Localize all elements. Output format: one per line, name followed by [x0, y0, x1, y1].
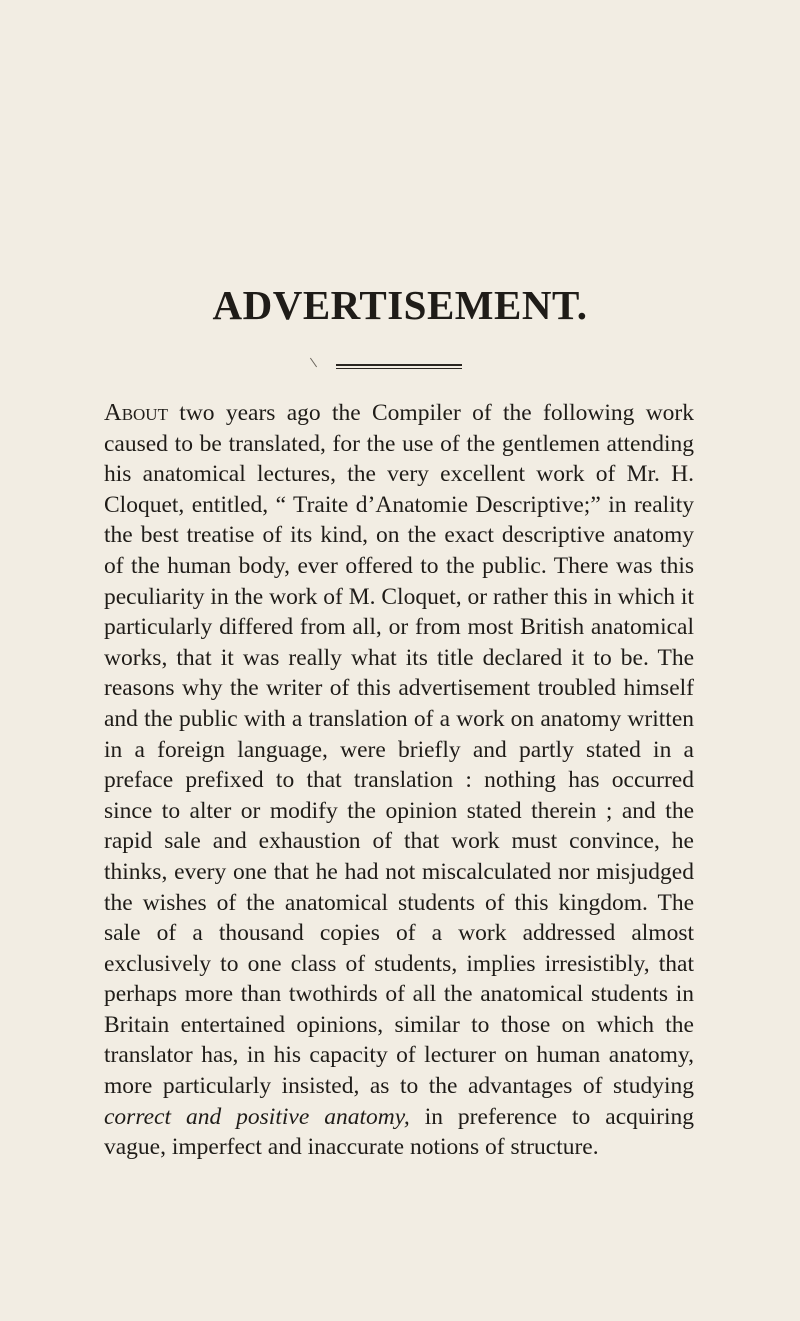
stray-mark [310, 358, 317, 368]
title-divider-rule [336, 364, 462, 369]
page-title: ADVERTISEMENT. [212, 282, 588, 328]
lead-word: About [104, 399, 168, 426]
emphasized-phrase: correct and positive anatomy, [104, 1103, 410, 1130]
advertisement-paragraph [104, 398, 694, 1163]
paragraph-text-end: in preference to acquiring vague, imperfect and inaccurate notions of structure. [104, 1103, 695, 1161]
paragraph-text-main: two years ago the Compiler of the following work caused to be translated, for the use of the gentlemen attending his anatomical lectures, the very excellent work of Mr. H. Cloquet, entitled, “ Traite d’Anatomie Descriptive;” in reality the best treatise of its kind, on the exact descriptive anatomy of the human body, ever offered to the public. There was this peculiarity in the work of M. Cloquet, or rather this in which it particularly differed from all, or from most British anatomical works, that it was really what its title declared it to be. The reasons why the writer of this advertisement troubled himself and the public with a translation of a work on anatomy written in a foreign language, were briefly and partly stated in a preface prefixed to that translation : nothing has occurred since to alter or modify the opinion stated therein ; and the rapid sale and exhaustion of that work must convince, he thinks, every one that he had not miscalculated nor misjudged the wishes of the anatomical students of this kingdom. The sale of a thousand copies of a work addressed almost exclusively to one class of students, implies irresistibly, that perhaps more than twothirds of all the anatomical students in Britain entertained opinions, similar to those on which the translator has, in his capacity of lecturer on human anatomy, more particularly insisted, as to the advantages of studying [104, 400, 694, 1100]
